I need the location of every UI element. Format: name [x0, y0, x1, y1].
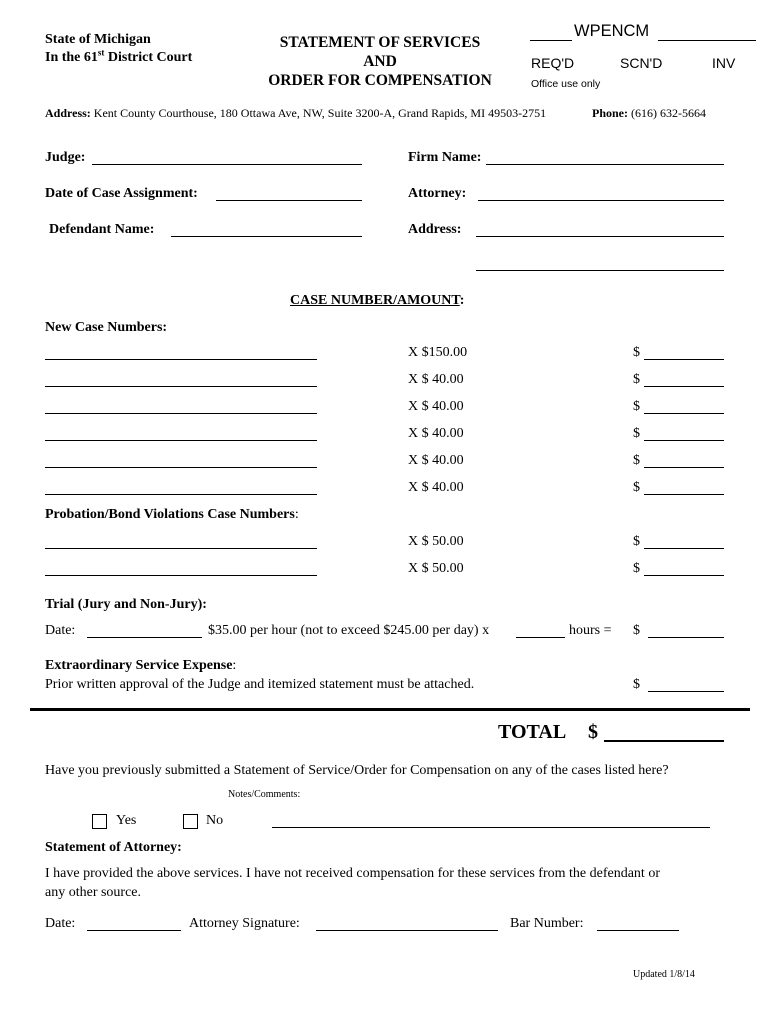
new-case-number-field[interactable] — [45, 467, 317, 468]
new-case-rate: X $ 40.00 — [408, 426, 464, 441]
attorney-signature-field[interactable] — [316, 930, 498, 931]
notes-comments-field[interactable] — [272, 827, 710, 828]
probation-case-number-field[interactable] — [45, 575, 317, 576]
new-case-rate: X $ 40.00 — [408, 372, 464, 387]
trial-rate-text: $35.00 per hour (not to exceed $245.00 per day) x — [208, 623, 490, 638]
defendant-name-label: Defendant Name: — [49, 222, 155, 237]
attorney-signature-label: Attorney Signature: — [189, 916, 300, 931]
probation-label: Probation/Bond Violations Case Numbers: — [45, 507, 299, 522]
phone-label: Phone: — [592, 106, 628, 120]
statement-date-field[interactable] — [87, 930, 181, 931]
office-code-suffix-line — [658, 40, 756, 41]
case-number-heading: CASE NUMBER/AMOUNT: — [290, 293, 465, 308]
new-case-number-field[interactable] — [45, 413, 317, 414]
phone-value: (616) 632-5664 — [631, 106, 706, 120]
new-case-dollar-sign: $ — [633, 345, 640, 360]
new-case-dollar-sign: $ — [633, 426, 640, 441]
court-address-line — [45, 106, 546, 121]
trial-hours-label: hours = — [569, 623, 612, 638]
trial-label: Trial (Jury and Non-Jury): — [45, 597, 207, 612]
inv-label: INV — [712, 55, 736, 71]
probation-case-number-field[interactable] — [45, 548, 317, 549]
judge-field[interactable] — [92, 164, 362, 165]
notes-comments-label: Notes/Comments: — [228, 789, 301, 800]
new-case-amount-field[interactable] — [644, 359, 724, 360]
attorney-field[interactable] — [478, 200, 724, 201]
bar-number-field[interactable] — [597, 930, 679, 931]
new-case-dollar-sign: $ — [633, 480, 640, 495]
yes-label: Yes — [116, 813, 137, 828]
trial-dollar-sign: $ — [633, 623, 640, 638]
section-divider — [30, 708, 750, 711]
title-line-2: AND — [363, 53, 397, 70]
judge-label: Judge: — [45, 150, 86, 165]
probation-dollar-sign: $ — [633, 534, 640, 549]
new-case-dollar-sign: $ — [633, 399, 640, 414]
trial-date-field[interactable] — [87, 637, 202, 638]
new-case-amount-field[interactable] — [644, 413, 724, 414]
extraordinary-note: Prior written approval of the Judge and itemized statement must be attached. — [45, 677, 475, 692]
address-value: Kent County Courthouse, 180 Ottawa Ave, NW, Suite 3200-A, Grand Rapids, MI 49503-2751 — [93, 106, 547, 120]
address-label: Address: — [45, 106, 91, 120]
new-case-rate: X $ 40.00 — [408, 453, 464, 468]
firm-name-field[interactable] — [486, 164, 724, 165]
total-label: TOTAL — [498, 721, 567, 743]
new-case-numbers-label: New Case Numbers: — [45, 320, 168, 335]
previous-submission-question: Have you previously submitted a Statement of Service/Order for Compensation on any of the cases listed here? — [45, 763, 669, 778]
extraordinary-amount-field[interactable] — [648, 691, 724, 692]
new-case-dollar-sign: $ — [633, 453, 640, 468]
office-code-prefix-line — [530, 40, 572, 41]
extraordinary-label: Extraordinary Service Expense: — [45, 658, 237, 673]
new-case-number-field[interactable] — [45, 386, 317, 387]
new-case-amount-field[interactable] — [644, 440, 724, 441]
statement-heading: Statement of Attorney: — [45, 840, 182, 855]
firm-name-label: Firm Name: — [408, 150, 482, 165]
no-label: No — [206, 813, 224, 828]
probation-dollar-sign: $ — [633, 561, 640, 576]
new-case-rate: X $ 40.00 — [408, 399, 464, 414]
title-line-3: ORDER FOR COMPENSATION — [268, 72, 492, 89]
defendant-name-field[interactable] — [171, 236, 362, 237]
statement-text-line-2: any other source. — [45, 885, 142, 900]
new-case-amount-field[interactable] — [644, 494, 724, 495]
date-assignment-label: Date of Case Assignment: — [45, 186, 198, 201]
attorney-label: Attorney: — [408, 186, 467, 201]
total-dollar-sign: $ — [588, 721, 598, 743]
title-line-1: STATEMENT OF SERVICES — [279, 34, 481, 51]
new-case-rate: X $ 40.00 — [408, 480, 464, 495]
statement-date-label: Date: — [45, 916, 76, 931]
office-use-note: Office use only — [531, 78, 601, 90]
statement-text-line-1: I have provided the above services. I have not received compensation for these services from the defendant or — [45, 866, 660, 881]
court-name: In the 61st District Court — [45, 47, 193, 65]
new-case-amount-field[interactable] — [644, 386, 724, 387]
new-case-number-field[interactable] — [45, 494, 317, 495]
scnd-label: SCN'D — [620, 55, 663, 71]
new-case-dollar-sign: $ — [633, 372, 640, 387]
probation-rate: X $ 50.00 — [408, 534, 464, 549]
new-case-number-field[interactable] — [45, 440, 317, 441]
court-phone-line — [592, 106, 706, 121]
trial-amount-field[interactable] — [648, 637, 724, 638]
extraordinary-dollar-sign: $ — [633, 677, 640, 692]
bar-number-label: Bar Number: — [510, 916, 584, 931]
form-title — [248, 33, 512, 90]
trial-hours-field[interactable] — [516, 637, 565, 638]
date-assignment-field[interactable] — [216, 200, 362, 201]
new-case-number-field[interactable] — [45, 359, 317, 360]
total-amount-field[interactable] — [604, 740, 724, 742]
reqd-label: REQ'D — [531, 55, 575, 71]
yes-checkbox[interactable] — [92, 814, 107, 829]
address-field-2[interactable] — [476, 270, 724, 271]
new-case-amount-field[interactable] — [644, 467, 724, 468]
new-case-rate: X $150.00 — [408, 345, 468, 360]
no-checkbox[interactable] — [183, 814, 198, 829]
trial-date-label: Date: — [45, 623, 76, 638]
office-code: WPENCM — [574, 22, 650, 40]
state-name: State of Michigan — [45, 32, 151, 47]
address-field-1[interactable] — [476, 236, 724, 237]
probation-amount-field[interactable] — [644, 548, 724, 549]
probation-rate: X $ 50.00 — [408, 561, 464, 576]
address-field-label: Address: — [408, 222, 462, 237]
probation-amount-field[interactable] — [644, 575, 724, 576]
updated-date: Updated 1/8/14 — [633, 969, 695, 980]
